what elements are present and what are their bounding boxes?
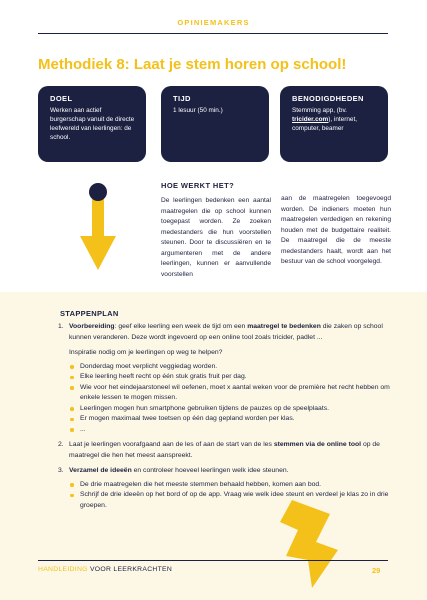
step-2-bold-1: stemmen via de online tool [273, 441, 362, 448]
list-item: Schrijf de drie ideeën op het bord of op de app. Vraag wie welk idee steunt en verdeel je klas zo in drie groepen. [69, 490, 398, 511]
step-3-number: 3. [58, 467, 64, 474]
tricider-link[interactable]: tricider.com [292, 116, 329, 123]
step-2-text-1: Laat je leerlingen voorafgaand aan de les of aan de start van de les [69, 441, 274, 448]
steps-title: STAPPENPLAN [60, 309, 119, 318]
step-1-text [69, 322, 398, 343]
inspiration-intro: Inspiratie nodig om je leerlingen op weg te helpen? [69, 349, 223, 356]
step-1-body [69, 322, 398, 435]
step-1-number: 1. [58, 323, 64, 330]
step-3-body [69, 466, 398, 511]
header-divider [38, 33, 388, 34]
step-1-text-2: die zaken op school kunnen veranderen. Deze wordt ingevoerd op een online tool zoals tricider, padlet ... [69, 323, 383, 341]
card-goal-body: Werken aan actief burgerschap vanuit de directe leefwereld van leerlingen: de school. [50, 107, 135, 141]
list-item: Leerlingen mogen hun smartphone gebruiken tijdens de pauzes op de speelplaats. [69, 404, 398, 415]
footer-title [38, 566, 172, 573]
how-it-works-col-2: aan de maatregelen toegevoegd worden. De indieners moeten hun maatregelen verdedigen en rekening houden met de budgettaire realiteit. De maatregel die de meeste medestanders haalt, wordt aan het bestuur van de school voorgelegd. [281, 195, 391, 265]
steps-list [58, 322, 398, 516]
how-it-works-col-1: De leerlingen bedenken een aantal maatregelen die op school kunnen toegepast worden. Ze zoeken medestanders die hun voorstellen steunen. Door te discussiëren en te argumenteren met de andere leerlingen, kunnen er aanvullende voorstellen [161, 197, 271, 278]
card-goal-title: DOEL [50, 94, 73, 103]
step-1-text-1: : geef elke leerling een week de tijd om een [114, 323, 248, 330]
step-1 [58, 322, 398, 435]
section-header: OPINIEMAKERS [177, 18, 250, 27]
step-2-body [69, 440, 398, 461]
step-3-text [69, 466, 398, 477]
step-3-text-1: en controleer hoeveel leerlingen welk idee steunen. [131, 467, 289, 474]
card-materials [280, 86, 388, 162]
step-3 [58, 466, 398, 511]
card-time-title: TIJD [173, 94, 191, 103]
list-item: Elke leerling heeft recht op één stuk gratis fruit per dag. [69, 372, 398, 383]
page-number: 29 [372, 566, 381, 575]
footer-title-accent: HANDLEIDING [38, 566, 88, 573]
list-item: ... [69, 425, 398, 436]
step-1-bold-2: maatregel te bedenken [247, 323, 321, 330]
page-title: Methodiek 8: Laat je stem horen op school! [38, 56, 347, 73]
list-item: Wie voor het eindejaarstoneel wil oefenen, moet x aantal weken voor de première het recht hebben om enkele lessen te mogen missen. [69, 383, 398, 404]
list-item: De drie maatregelen die het meeste stemmen behaald hebben, komen aan bod. [69, 480, 398, 491]
footer-divider [38, 560, 388, 561]
footer-title-rest: VOOR LEERKRACHTEN [87, 566, 173, 573]
card-materials-title: BENODIGDHEDEN [292, 94, 364, 103]
step-2-text-2: op de maatregel die hen het meest aanspreekt. [69, 441, 380, 459]
materials-text-pre: Stemming app, (bv. [292, 107, 347, 114]
card-time-body: 1 lesuur (50 min.) [173, 107, 223, 114]
step-3-bold-1: Verzamel de ideeën [69, 467, 132, 474]
step-2-number: 2. [58, 441, 64, 448]
inspiration-list [69, 362, 398, 436]
card-materials-body [292, 106, 380, 133]
list-item: Er mogen maximaal twee toetsen op één dag gepland worden per klas. [69, 414, 398, 425]
list-item: Donderdag moet verplicht veggiedag worden. [69, 362, 398, 373]
card-time [161, 86, 269, 162]
how-it-works-title: HOE WERKT HET? [161, 181, 235, 190]
materials-text-post: ), internet, computer, beamer [292, 116, 358, 132]
card-goal [38, 86, 146, 162]
step-1-bold-1: Voorbereiding [69, 323, 115, 330]
step-3-list [69, 480, 398, 512]
down-arrow-icon [78, 180, 118, 272]
step-2 [58, 440, 398, 461]
